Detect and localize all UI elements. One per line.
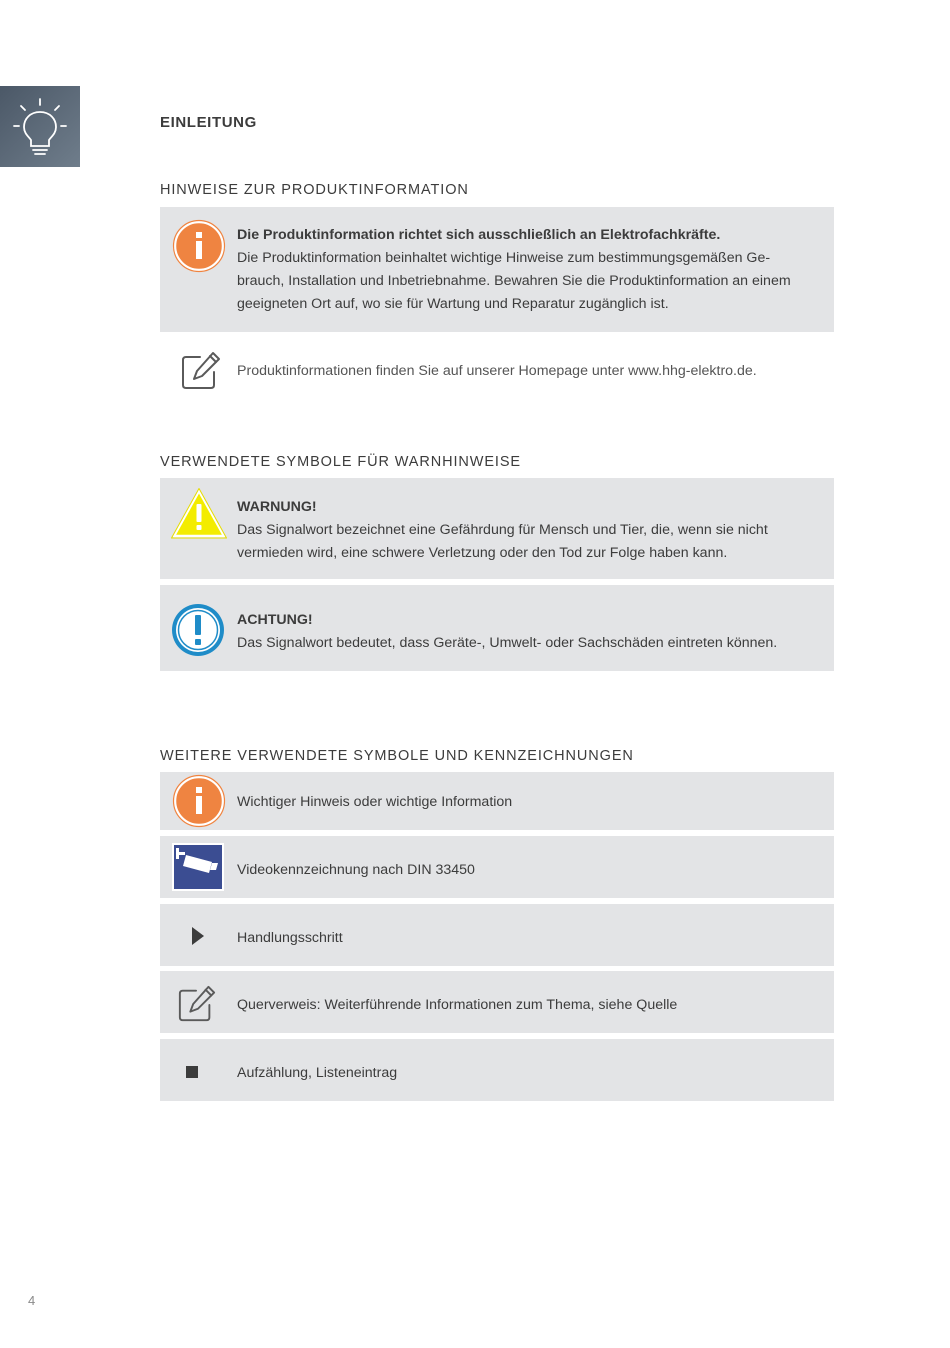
symbol-row-text: Videokennzeichnung nach DIN 33450: [237, 862, 475, 878]
symbol-row-text: Aufzählung, Listeneintrag: [237, 1065, 398, 1081]
edit-icon: [180, 350, 222, 392]
lightbulb-icon: [0, 86, 80, 167]
caution-label: ACHTUNG!: [237, 612, 313, 628]
section-title-product-info: HINWEISE ZUR PRODUKTINFORMATION: [160, 182, 469, 198]
warning-label: WARNUNG!: [237, 499, 317, 515]
chapter-tab: [0, 86, 80, 167]
symbol-row-text: Querverweis: Weiterführende Informationen zum Thema, siehe Quelle: [237, 997, 678, 1013]
info-box-product: [160, 207, 834, 332]
symbol-row-bullet: [160, 1039, 834, 1101]
triangle-right-icon: [191, 926, 205, 946]
section-title-symbols: WEITERE VERWENDETE SYMBOLE UND KENNZEICHNUNGEN: [160, 748, 634, 764]
symbol-row-step: [160, 904, 834, 966]
symbol-row-video: [160, 836, 834, 898]
reference-text: Produktinformationen finden Sie auf unserer Homepage unter www.hhg-elektro.de.: [237, 363, 757, 379]
warning-text: Das Signalwort bezeichnet eine Gefährdung für Mensch und Tier, die, wenn sie nicht vermieden wird, eine schwere Verletzung oder den Tod zur Folge haben kann.: [237, 522, 768, 561]
chapter-title: EINLEITUNG: [160, 114, 257, 131]
page-number: 4: [28, 1293, 36, 1308]
symbol-row-text: Wichtiger Hinweis oder wichtige Information: [237, 794, 513, 810]
reference-row: [160, 348, 834, 394]
info-box-text: [237, 224, 816, 316]
info-icon: [172, 774, 226, 828]
info-icon: [172, 219, 226, 273]
warning-triangle-icon: [171, 488, 227, 540]
warning-box: [160, 478, 834, 579]
symbol-row-info: [160, 772, 834, 830]
symbol-row-text: Handlungsschritt: [237, 930, 343, 946]
caution-text: Das Signalwort bedeutet, dass Geräte-, Umwelt- oder Sachschäden eintreten können.: [237, 635, 778, 651]
section-title-warnings: VERWENDETE SYMBOLE FÜR WARNHINWEISE: [160, 454, 522, 470]
info-box-body: Die Produktinformation beinhaltet wichtige Hinweise zum bestimmungsgemäßen Ge-brauch, Installation und Inbetriebnahme. Bewahren Sie die Produktinformation an einem geeigneten Ort auf, wo sie für Wartung und Reparatur zugänglich ist.: [237, 250, 791, 312]
exclamation-circle-icon: [171, 603, 225, 657]
edit-icon: [177, 984, 217, 1024]
square-bullet-icon: [186, 1066, 198, 1078]
video-camera-icon: [172, 843, 224, 891]
caution-box: [160, 585, 834, 671]
symbol-row-reference: [160, 971, 834, 1033]
info-box-bold: Die Produktinformation richtet sich ausschließlich an Elektrofachkräfte.: [237, 227, 721, 243]
